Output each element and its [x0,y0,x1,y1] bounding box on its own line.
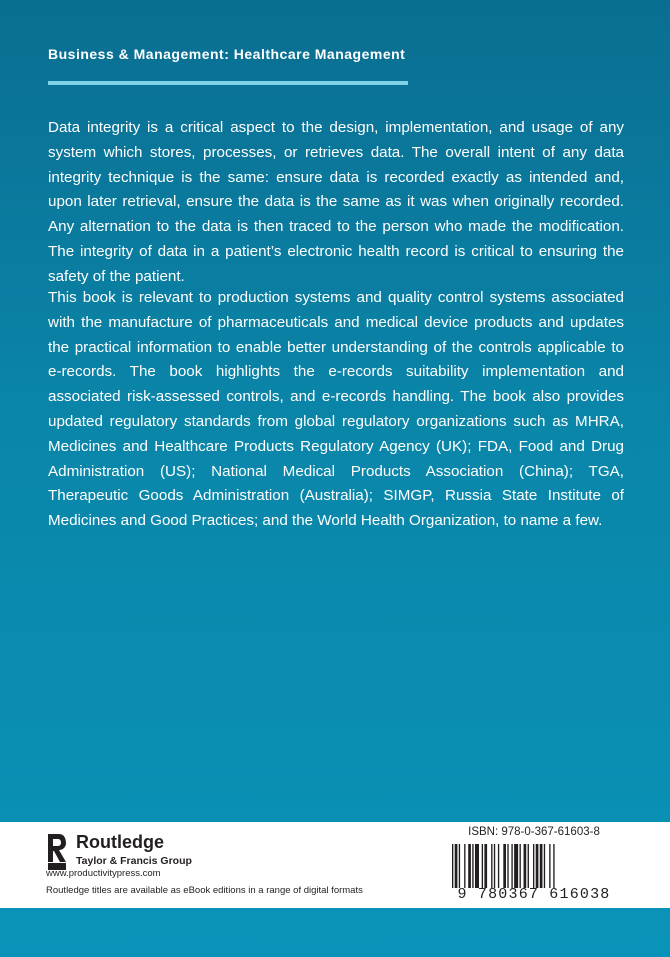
blurb-paragraph-1: Data integrity is a critical aspect to the design, implementation, and usage of any system which stores, processes, or retrieves data. The overall intent of any data integrity technique is the same: ensure data is recorded exactly as intended and, upon later retrieval, ensure the data is the same as it was when originally recorded. Any alternation to the data is then traced to the person who made the modification. The integrity of data in a patient’s electronic health record is critical to ensuring the safety of the patient. [48,119,624,285]
publisher-group: Taylor & Francis Group [76,855,192,867]
publisher-website: www.productivitypress.com [46,868,161,879]
barcode-panel [444,822,624,908]
isbn-label: ISBN: 978-0-367-61603-8 [468,826,600,838]
blurb-paragraph-2: This book is relevant to production systems and quality control systems associated with the manufacture of pharmaceuticals and medical device products and updates the practical information to enable better understanding of the controls applicable to e-records. The book highlights the e-records suitability implementation and associated risk-assessed controls, and e-records handling. The book also provides updated regulatory standards from global regulatory organizations such as MHRA, Medicines and Healthcare Products Regulatory Agency (UK); FDA, Food and Drug Administration (US); National Medical Products Association (China); TGA, Therapeutic Goods Administration (Australia); SIMGP, Russia State Institute of Medicines and Good Practices; and the World Health Organization, to name a few. [48,289,624,530]
routledge-logo-icon [46,832,68,872]
barcode-icon [450,844,618,888]
category-label: Business & Management: Healthcare Management [48,46,406,62]
publisher-name: Routledge [76,832,164,852]
barcode-digits: 9 780367 616038 [457,886,611,903]
ebook-note: Routledge titles are available as eBook editions in a range of digital formats [46,885,363,896]
header-rule [48,81,408,85]
